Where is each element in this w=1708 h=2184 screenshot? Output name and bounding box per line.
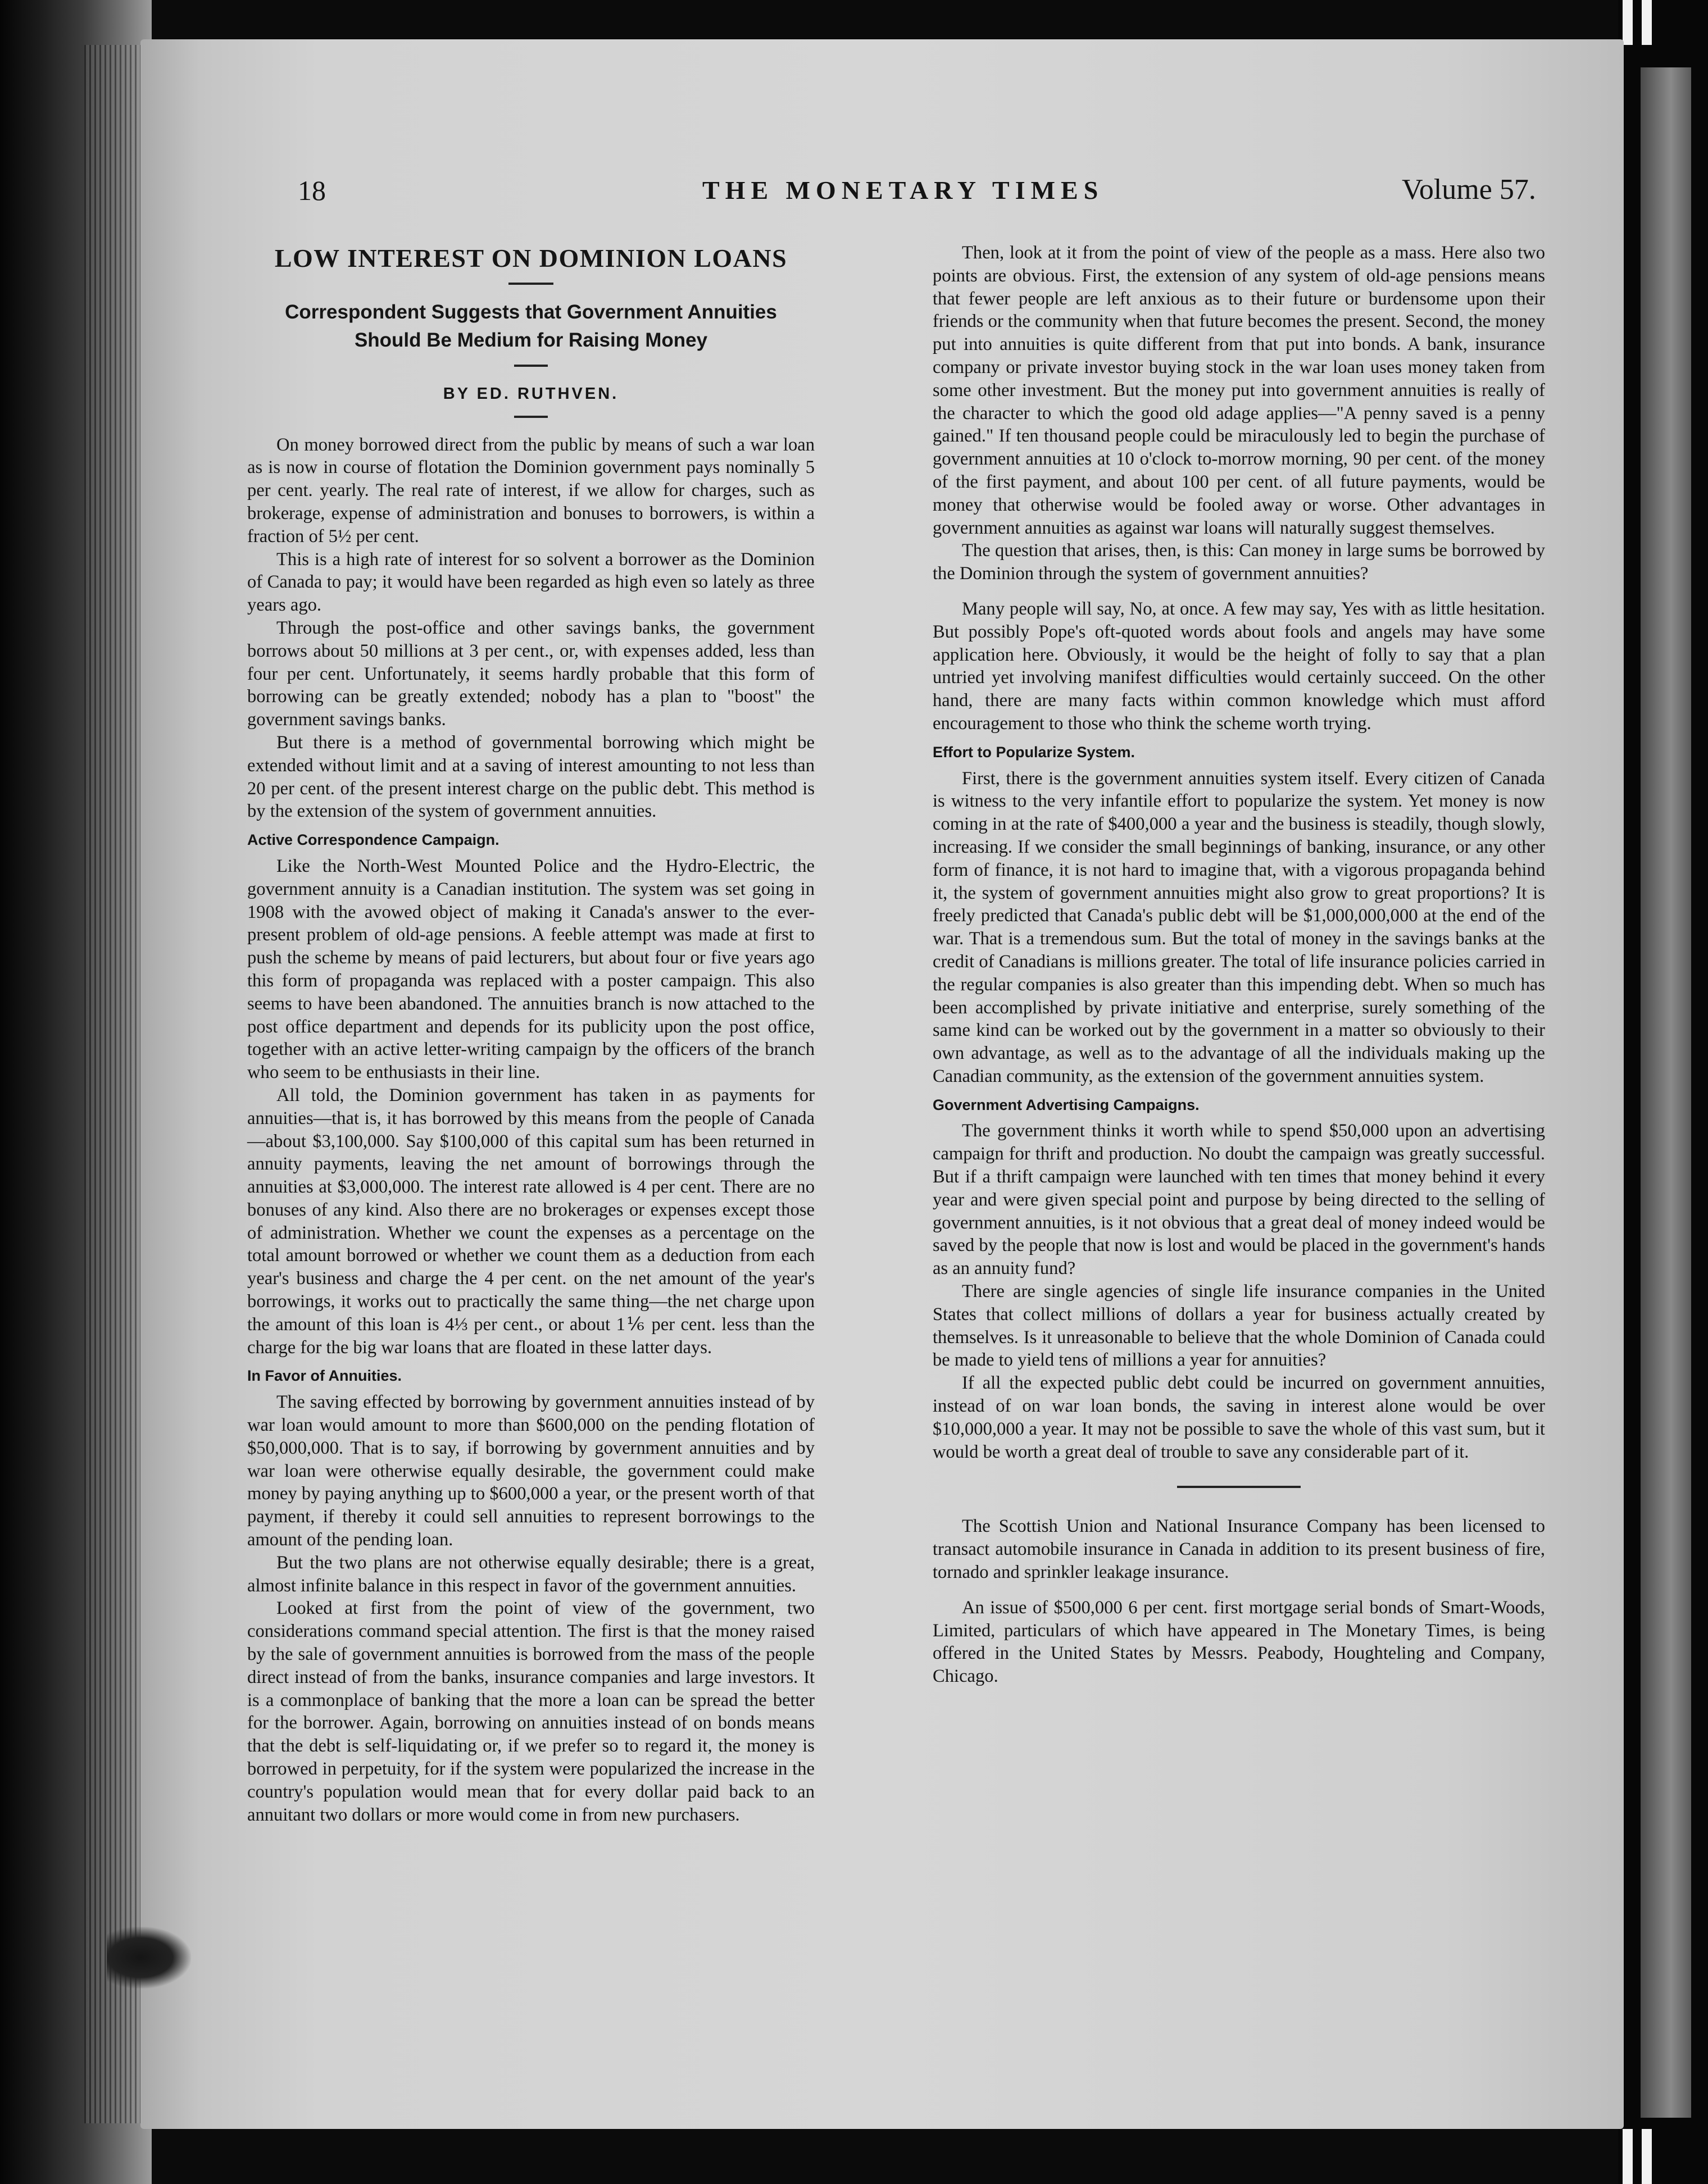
paragraph: All told, the Dominion government has taken in as payments for annuities—that is, it has borrowed by this means from the people of Canada—about $3,100,000. Say $100,000 of this capital sum has been returned in annuity payments, leaving the net amount of borrowings through the annuities at $3,000,000. The interest rate allowed is 4 per cent. There are no bonuses of any kind. Also there are no brokerages or expenses except those of administration. Whether we count the expenses as a percentage on the total amount borrowed or whether we count them as a deduction from each year's business and charge the 4 per cent. on the net amount of the year's borrowings, it works out to practically the same thing—the net charge upon the amount of this loan is 4⅓ per cent., or about 1⅙ per cent. less than the charge for the big war loans that are floated in these latter days. [247, 1085, 815, 1358]
paragraph: Then, look at it from the point of view of the people as a mass. Here also two points are obvious. First, the extension of any system of old-age pensions means that fewer people are left anxious as to their future or burdensome upon their friends or the community when that future becomes the present. Second, the money put into annuities is quite different from that put into bonds. A bank, insurance company or private investor buying stock in the war loan uses money taken from some other investment. But the money put into government annuities is really of the character to which the good old adage applies—"A penny saved is a penny gained." If ten thousand people could be miraculously led to begin the purchase of government annuities at 10 o'clock to-morrow morning, 90 per cent. of the money of the first payment, and about 100 per cent. of all future payments, would be money that otherwise would be fooled away or worse. Other advantages in government annuities as against war loans will naturally suggest themselves. [933, 243, 1545, 538]
title-rule [508, 283, 553, 285]
section-heading: Effort to Popularize System. [933, 743, 1135, 761]
paragraph: There are single agencies of single life insurance companies in the United States that collect millions of dollars a year for business actually created by themselves. Is it unreasonable to believe that the whole Dominion of Canada could be made to yield tens of millions a year for annuities? [933, 1281, 1545, 1371]
paragraph: Through the post-office and other savings banks, the government borrows about 50 millions at 3 per cent., or, with expenses added, less than four per cent. Unfortunately, it seems hardly probable that this form of borrowing can be greatly extended; nobody has a plan to "boost" the government savings banks. [247, 617, 815, 730]
volume-label: Volume 57. [1402, 174, 1536, 206]
notice-paragraph: The Scottish Union and National Insurance Company has been licensed to transact automobile insurance in Canada in addition to its present business of fire, tornado and sprinkler leakage insurance. [933, 1516, 1545, 1583]
page-number: 18 [298, 175, 326, 206]
paragraph: The saving effected by borrowing by government annuities instead of by war loan would amount to more than $600,000 on the pending flotation of $50,000,000. That is to say, if borrowing by government annuities and by war loan were otherwise equally desirable, the government could make money by paying anything up to $600,000 a year, or the present worth of that payment, if thereby it could sell annuities to represent borrowings to the amount of the pending loan. [247, 1392, 815, 1550]
notice-divider [1177, 1486, 1301, 1488]
scan-bar-bottom [1623, 2129, 1633, 2184]
notice-paragraph: An issue of $500,000 6 per cent. first mortgage serial bonds of Smart-Woods, Limited, particulars of which have appeared in The Monetary Times, is being offered in the United States by Messrs. Peabody, Houghteling and Company, Chicago. [933, 1597, 1545, 1687]
scan-bar-top-2 [1642, 0, 1652, 45]
left-column [247, 242, 815, 1826]
subtitle-rule [514, 365, 548, 367]
section-heading: Active Correspondence Campaign. [247, 831, 499, 849]
byline: BY ED. RUTHVEN. [443, 384, 619, 403]
byline-rule [514, 416, 548, 418]
article-title: LOW INTEREST ON DOMINION LOANS [274, 244, 788, 272]
section-heading: Government Advertising Campaigns. [933, 1096, 1200, 1113]
paragraph: If all the expected public debt could be incurred on government annuities, instead of on war loan bonds, the saving in interest alone would be over $10,000,000 a year. It may not be possible to save the whole of this vast sum, but it would be worth a great deal of trouble to save any considerable part of it. [933, 1373, 1545, 1462]
publication-title: THE MONETARY TIMES [702, 176, 1104, 204]
scan-shadow [107, 1927, 191, 1989]
scan-bar-bottom-2 [1642, 2129, 1652, 2184]
paragraph: The question that arises, then, is this: Can money in large sums be borrowed by the Dominion through the system of government annuities? [933, 540, 1545, 584]
paragraph: First, there is the government annuities system itself. Every citizen of Canada is witness to the very infantile effort to popularize the system. Yet money is now coming in at the rate of $400,000 a year and the business is steadily, though slowly, increasing. If we consider the small beginnings of banking, insurance, or any other form of finance, it is not hard to imagine that, with a vigorous propaganda behind it, the system of government annuities might also grow to great proportions? It is freely predicted that Canada's public debt will be $1,000,000,000 at the end of the war. That is a tremendous sum. But the total of money in the savings banks at the credit of Canadians is millions greater. The total of life insurance policies carried in the regular companies is also greater than this impending debt. When so much has been accomplished by private initiative and enterprise, surely something of the same kind can be worked out by the government in a matter so obviously to their own advantage, as well as to the advantage of all the individuals making up the Canadian community, as the extension of the government annuities system. [933, 768, 1545, 1086]
section-heading: In Favor of Annuities. [247, 1367, 402, 1385]
adjacent-page-edge [1641, 67, 1691, 2118]
paragraph: Many people will say, No, at once. A few may say, Yes with as little hesitation. But possibly Pope's oft-quoted words about fools and angels may have some application here. Obviously, it would be the height of folly to say that a plan untried yet involving manifest difficulties would certainly succeed. On the other hand, there are many facts within common knowledge which must afford encouragement to those who think the scheme worth trying. [933, 598, 1545, 734]
right-column [933, 242, 1545, 1688]
article-subtitle-line-2: Should Be Medium for Raising Money [354, 329, 708, 351]
paragraph: But the two plans are not otherwise equally desirable; there is a great, almost infinite balance in this respect in favor of the government annuities. [247, 1552, 815, 1596]
paragraph: On money borrowed direct from the public by means of such a war loan as is now in course of flotation the Dominion government pays nominally 5 per cent. yearly. The real rate of interest, if we allow for charges, such as brokerage, expense of administration and bonuses to borrowers, is within a fraction of 5½ per cent. [247, 434, 815, 547]
article-subtitle-line-1: Correspondent Suggests that Government Annuities [285, 301, 777, 323]
paragraph: But there is a method of governmental borrowing which might be extended without limit and at a saving of interest amounting to not less than 20 per cent. of the present interest charge on the public debt. This method is by the extension of the system of government annuities. [247, 732, 815, 822]
newspaper-page [140, 39, 1624, 2129]
paragraph: This is a high rate of interest for so solvent a borrower as the Dominion of Canada to pay; it would have been regarded as high even so lately as three years ago. [247, 549, 815, 616]
page-header [140, 146, 1624, 213]
paragraph: The government thinks it worth while to spend $50,000 upon an advertising campaign for thrift and production. No doubt the campaign was greatly successful. But if a thrift campaign were launched with ten times that money behind it every year and were given special point and purpose by being directed to the selling of government annuities, is it not obvious that a great deal of money indeed would be saved by the people that now is lost and would be placed in the government's hands as an annuity fund? [933, 1121, 1545, 1279]
scan-bar-top [1623, 0, 1633, 45]
paragraph: Like the North-West Mounted Police and the Hydro-Electric, the government annuity is a Canadian institution. The system was set going in 1908 with the avowed object of making it Canada's answer to the ever-present problem of old-age pensions. A feeble attempt was made at first to push the scheme by means of paid lecturers, but about four or five years ago this form of propaganda was replaced with a poster campaign. This also seems to have been abandoned. The annuities branch is now attached to the post office department and depends for its publicity upon the post office, together with an active letter-writing campaign by the officers of the branch who seem to be enthusiasts in their line. [247, 856, 815, 1083]
paragraph: Looked at first from the point of view of the government, two considerations command special attention. The first is that the money raised by the sale of government annuities is borrowed from the mass of the people direct instead of from the banks, insurance companies and large investors. It is a commonplace of banking that the more a loan can be spread the better for the borrower. Again, borrowing on annuities instead of on bonds means that the debt is self-liquidating or, if we prefer so to regard it, the money is borrowed in perpetuity, for if the system were popularized the increase in the country's population would mean that for every dollar paid back to an annuitant two dollars or more would come in from new purchasers. [247, 1598, 815, 1825]
